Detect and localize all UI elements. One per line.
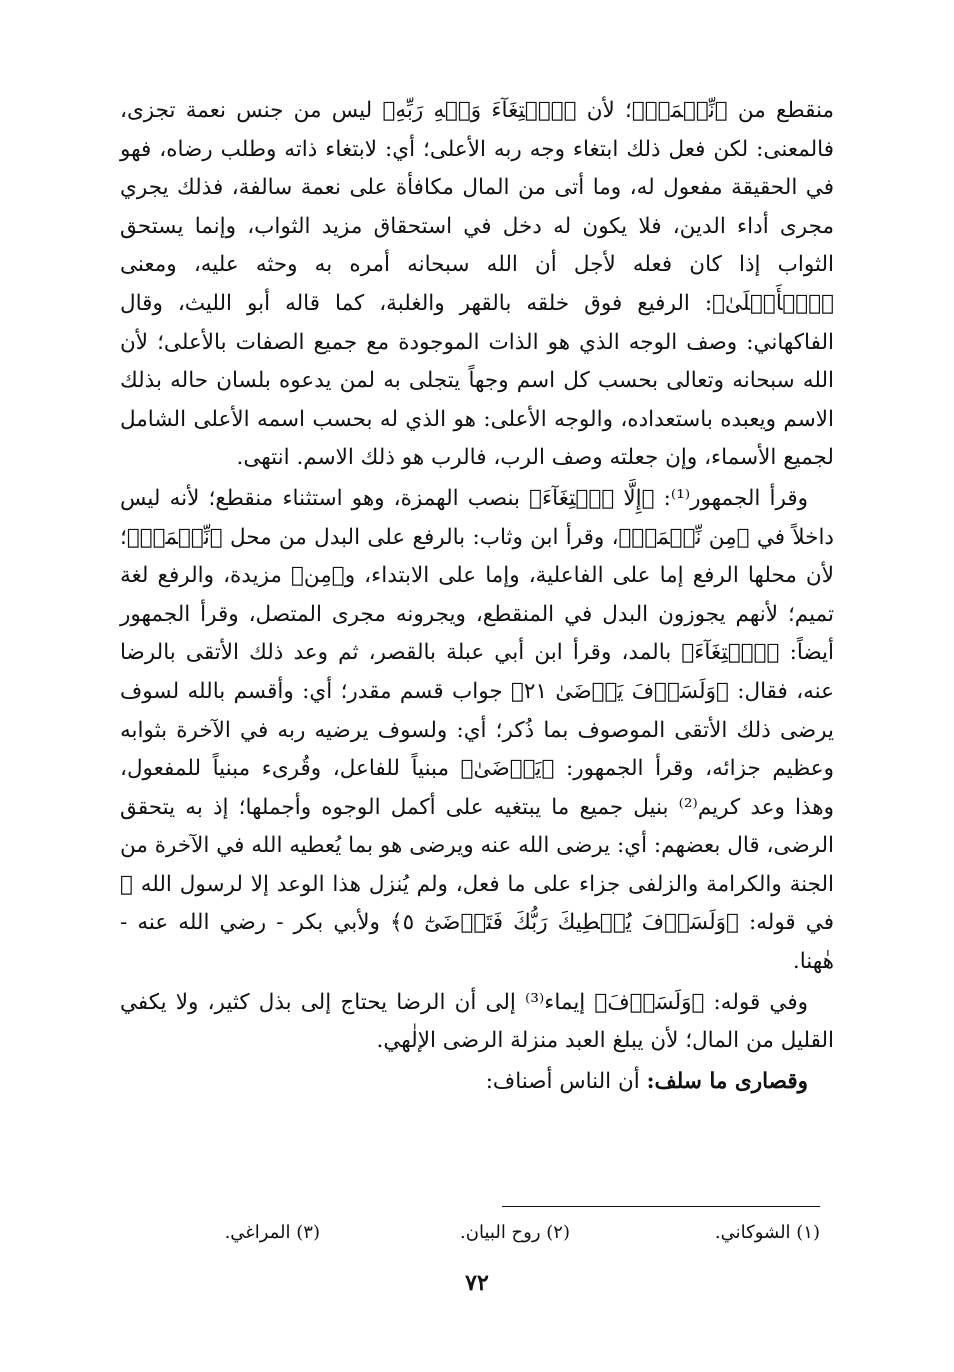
conclusion-text: أن الناس أصناف: bbox=[485, 1068, 647, 1094]
page-number: ٧٢ bbox=[465, 1270, 489, 1296]
conclusion-label: وقصارى ما سلف: bbox=[646, 1068, 808, 1094]
paragraph-1: منقطع من ﴿نِّعۡمَةٖ﴾؛ لأن ﴿ٱبۡتِغَآءَ وَجۡهِ رَبِّهِ﴾ ليس من جنس نعمة تجزى، فالمعنى: لكن فعل ذلك ابتغاء وجه ربه الأعلى؛ أي: لابتغاء ذاته وطلب رضاه، فهو في الحقيقة مفعول له، وما أتى من المال مكافأة على نعمة سالفة، فذلك يجري مجرى أداء الدين، فلا يكون له دخل في استحقاق مزيد الثواب، وإنما يستحق الثواب إذا كان فعله لأجل أن الله سبحانه أمره به وحثه عليه، ومعنى ﴿ٱلۡأَعۡلَىٰ﴾: الرفيع فوق خلقه بالقهر والغلبة، كما قاله أبو الليث، وقال الفاكهاني: وصف الوجه الذي هو الذات الموجودة مع جميع الصفات بالأعلى؛ لأن الله سبحانه وتعالى بحسب كل اسم وجهاً يتجلى به لمن يدعوه بلسان حاله بذلك الاسم ويعبده باستعداده، والوجه الأعلى: هو الذي له بحسب اسمه الأعلى الشامل لجميع الأسماء، وإن جعلته وصف الرب، فالرب هو ذلك الاسم. انتهى. bbox=[120, 98, 834, 471]
footnote-3: (٣) المراغي. bbox=[224, 1222, 320, 1243]
footnote-separator bbox=[502, 1206, 820, 1207]
footnote-2: (٢) روح البيان. bbox=[460, 1222, 570, 1243]
body-text bbox=[120, 92, 834, 1101]
conclusion-line bbox=[120, 1063, 834, 1102]
footnote-1: (١) الشوكاني. bbox=[714, 1222, 820, 1243]
paragraph-3: وفي قوله: ﴿وَلَسَوۡفَ﴾ إيماء⁽³⁾ إلى أن الرضا يحتاج إلى بذل كثير، ولا يكفي القليل من المال؛ لأن يبلغ العبد منزلة الرضى الإلٰهي. bbox=[120, 989, 834, 1054]
paragraph-2: وقرأ الجمهور⁽¹⁾: ﴿إِلَّا ٱبۡتِغَآءَ﴾ بنصب الهمزة، وهو استثناء منقطع؛ لأنه ليس داخلاً في ﴿مِن نِّعۡمَةٖ﴾، وقرأ ابن وثاب: بالرفع على البدل من محل ﴿نِّعۡمَةٖ﴾؛ لأن محلها الرفع إما على الفاعلية، وإما على الابتداء، و﴿مِن﴾ مزيدة، والرفع لغة تميم؛ لأنهم يجوزون البدل في المنقطع، ويجرونه مجرى المتصل، وقرأ الجمهور أيضاً: ﴿ٱبۡتِغَآءَ﴾ بالمد، وقرأ ابن أبي عبلة بالقصر، ثم وعد ذلك الأتقى بالرضا عنه، فقال: ﴿وَلَسَوۡفَ يَرۡضَىٰ ٢١﴾ جواب قسم مقدر؛ أي: وأقسم بالله لسوف يرضى ذلك الأتقى الموصوف بما ذُكر؛ أي: ولسوف يرضيه ربه في الآخرة بثوابه وعظيم جزائه، وقرأ الجمهور: ﴿يَرۡضَىٰ﴾ مبنياً للفاعل، وقُرىء مبنياً للمفعول، وهذا وعد كريم⁽²⁾ بنيل جميع ما يبتغيه على أكمل الوجوه وأجملها؛ إذ به يتحقق الرضى، قال بعضهم: أي: يرضى الله عنه ويرضى هو بما يُعطيه الله في الآخرة من الجنة والكرامة والزلفى جزاء على ما فعل، ولم يُنزل هذا الوعد إلا لرسول الله ﷺ في قوله: ﴿وَلَسَوۡفَ يُعۡطِيكَ رَبُّكَ فَتَرۡضَىٰٓ ٥﴾ ولأبي بكر - رضي الله عنه - هٰهنا. bbox=[120, 485, 834, 975]
